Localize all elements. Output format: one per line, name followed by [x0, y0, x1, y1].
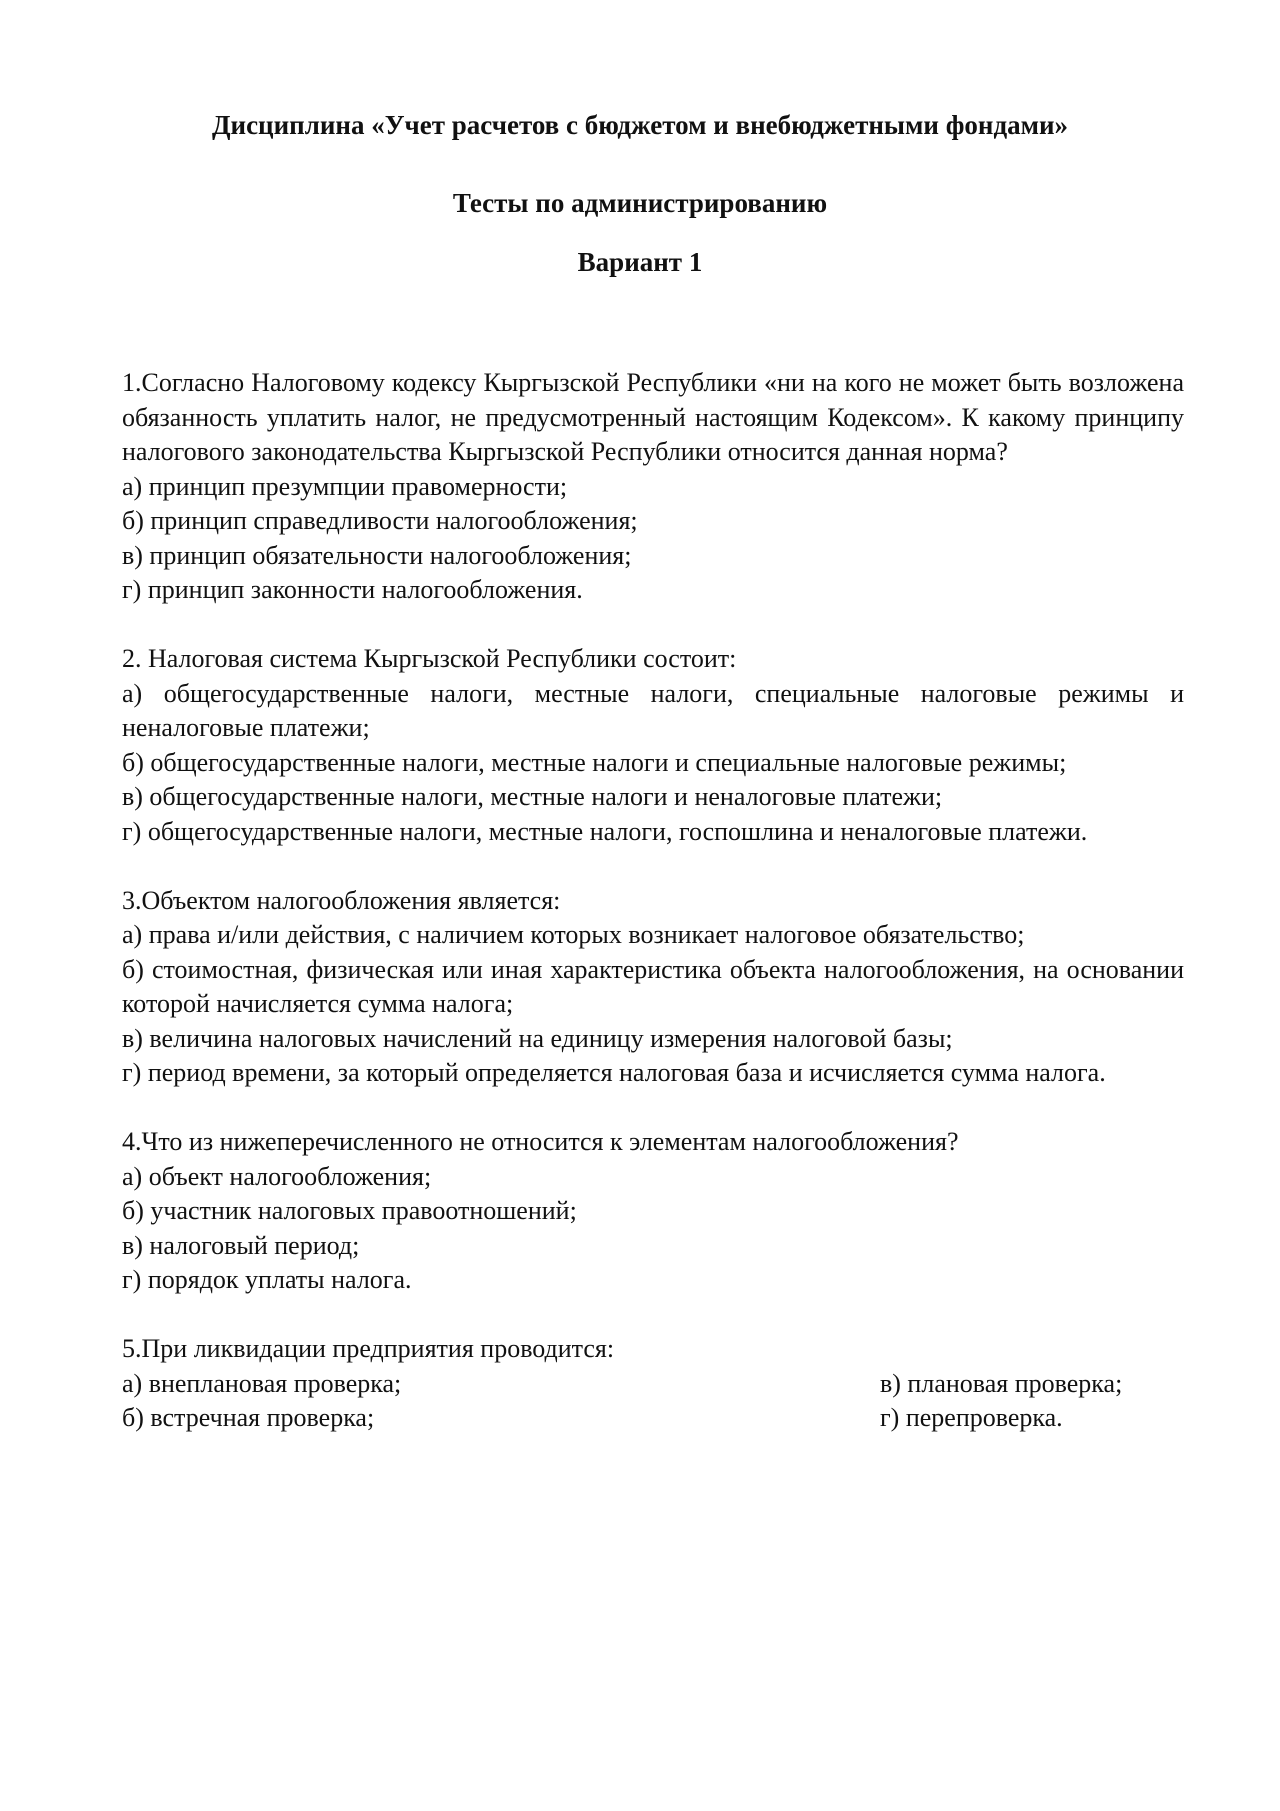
- answer-option: г) общегосударственные налоги, местные налоги, госпошлина и неналоговые платежи.: [122, 816, 1088, 846]
- question-3: [122, 884, 1184, 1091]
- question-text: 4.Что из нижеперечисленного не относится к элементам налогообложения?: [122, 1127, 959, 1156]
- variant-label: Вариант 1: [577, 247, 703, 277]
- answer-row: [122, 1401, 1184, 1436]
- question-4: [122, 1125, 1184, 1298]
- answer-option: г) период времени, за который определяется налоговая база и исчисляется сумма налога.: [122, 1058, 1106, 1087]
- answer-option: б) принцип справедливости налогообложения;: [122, 506, 638, 535]
- answer-option: б) стоимостная, физическая или иная характеристика объекта налогообложения, на основании которой начисляется сумма налога;: [122, 954, 1184, 1018]
- answer-option: б) участник налоговых правоотношений;: [122, 1196, 577, 1225]
- answer-option: г) перепроверка.: [880, 1403, 1063, 1432]
- answer-option: а) объект налогообложения;: [122, 1161, 432, 1191]
- answer-option: а) права и/или действия, с наличием которых возникает налоговое обязательство;: [122, 920, 1025, 949]
- page-subtitle: Тесты по администрированию: [452, 188, 828, 218]
- question-5: [122, 1332, 1184, 1436]
- answer-option: в) величина налоговых начислений на единицу измерения налоговой базы;: [122, 1023, 953, 1053]
- answer-option: в) налоговый период;: [122, 1230, 360, 1260]
- question-2: [122, 642, 1184, 849]
- question-text: 2. Налоговая система Кыргызской Республики состоит:: [122, 644, 737, 673]
- question-text: 3.Объектом налогообложения является:: [122, 885, 561, 915]
- answer-option: а) внеплановая проверка;: [122, 1368, 402, 1398]
- answer-option: б) встречная проверка;: [122, 1403, 375, 1432]
- answer-row: [122, 1367, 1184, 1402]
- question-1: [122, 366, 1184, 608]
- question-text: 5.При ликвидации предприятия проводится:: [122, 1334, 615, 1363]
- answer-option: в) принцип обязательности налогообложения;: [122, 540, 632, 570]
- question-text: 1.Согласно Налоговому кодексу Кыргызской Республики «ни на кого не может быть возложена обязанность уплатить налог, не предусмотренный настоящим Кодексом». К какому принципу налогового законодательства Кыргызской Республики относится данная норма?: [122, 368, 1184, 466]
- answer-option: в) плановая проверка;: [880, 1368, 1123, 1398]
- answer-option: г) порядок уплаты налога.: [122, 1265, 412, 1294]
- test-questions: [122, 366, 1184, 1470]
- answer-option: г) принцип законности налогообложения.: [122, 575, 583, 604]
- answer-option: а) принцип презумпции правомерности;: [122, 471, 568, 501]
- discipline-title: Дисциплина «Учет расчетов с бюджетом и внебюджетными фондами»: [211, 110, 1069, 140]
- answer-option: б) общегосударственные налоги, местные налоги и специальные налоговые режимы;: [122, 747, 1067, 777]
- answer-option: а) общегосударственные налоги, местные налоги, специальные налоговые режимы и неналоговые платежи;: [122, 678, 1184, 742]
- answer-option: в) общегосударственные налоги, местные налоги и неналоговые платежи;: [122, 782, 943, 811]
